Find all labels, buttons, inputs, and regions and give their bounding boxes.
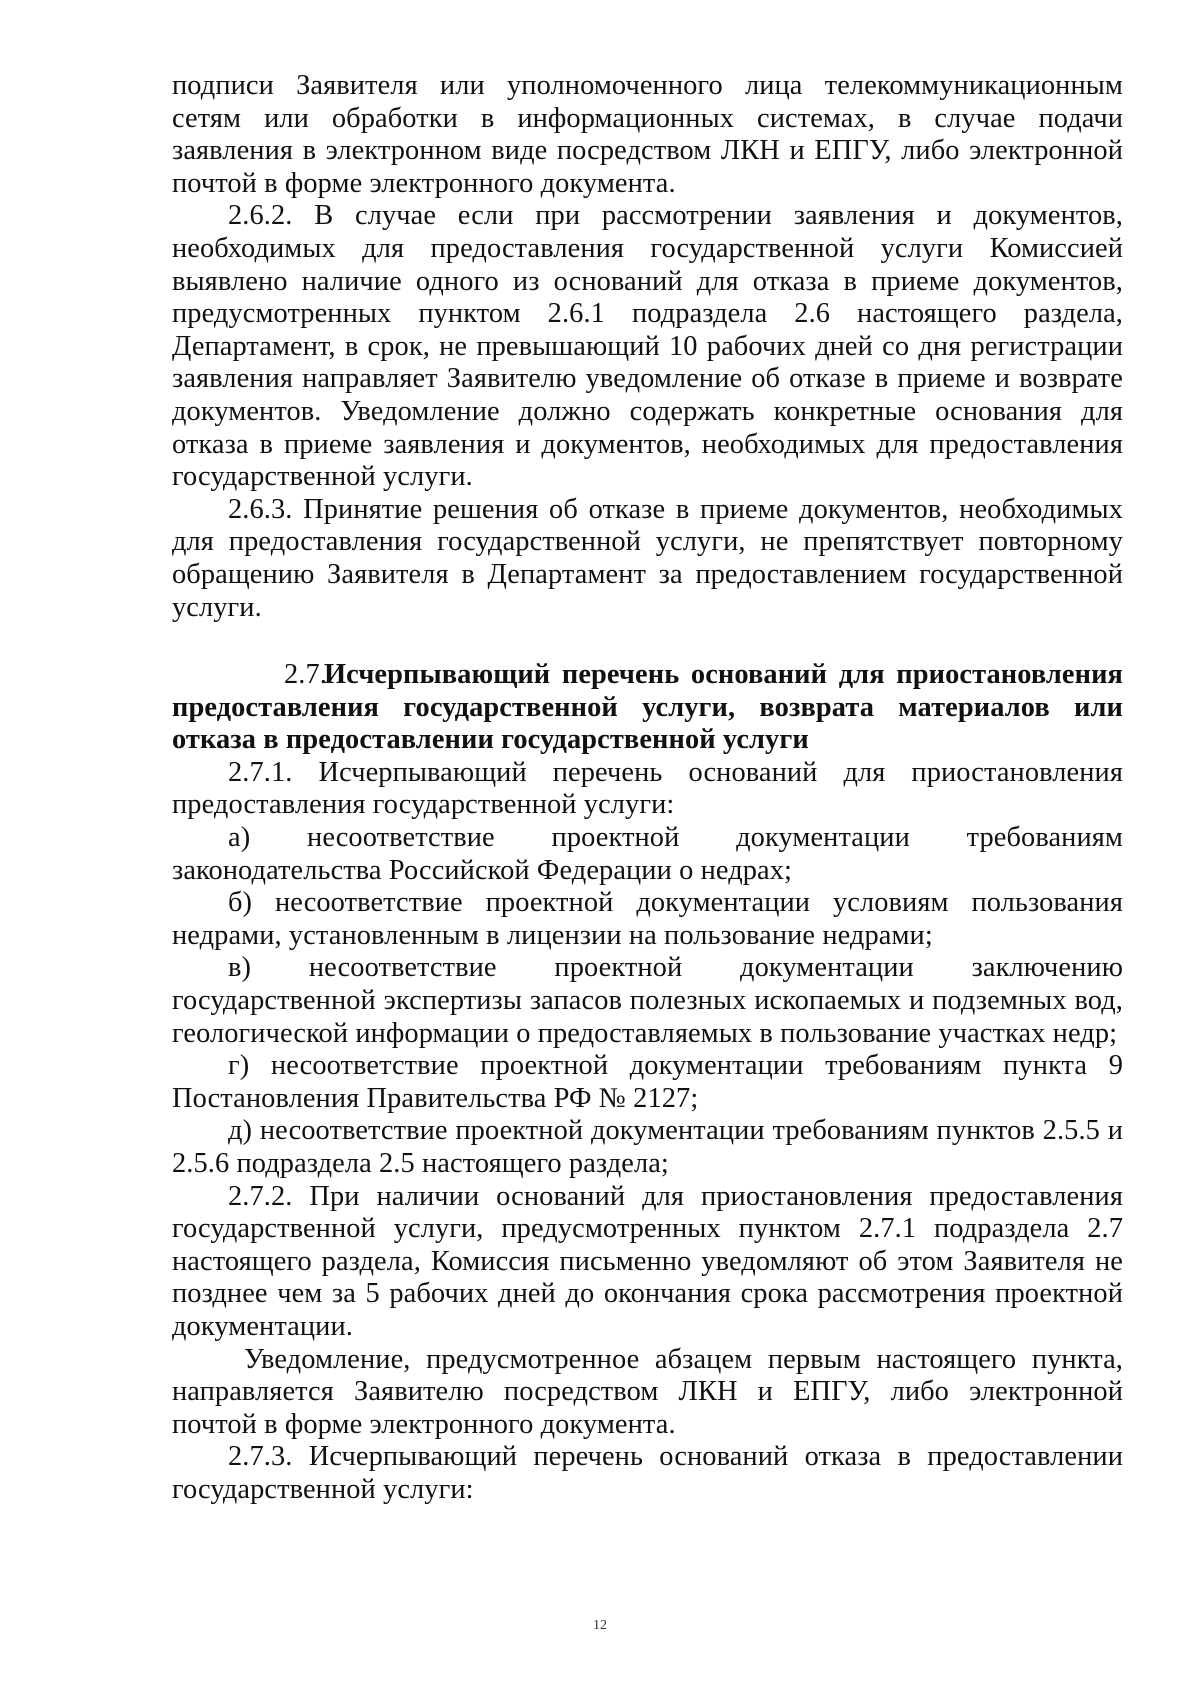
page-number: 12 bbox=[593, 1618, 607, 1633]
list-item-b: б) несоответствие проектной документации условиям пользования недрами, установленным в лицензии на пользование недрами; bbox=[172, 887, 1123, 951]
blank-line bbox=[172, 624, 1123, 659]
paragraph-2-7-2: 2.7.2. При наличии оснований для приостановления предоставления государственной услуги, предусмотренных пунктом 2.7.1 подраздела 2.7 настоящего раздела, Комиссия письменно уведомляют об этом Заявителя не позднее чем за 5 рабочих дней до окончания срока рассмотрения проектной документации. bbox=[172, 1180, 1123, 1342]
paragraph-2-7-1: 2.7.1. Исчерпывающий перечень оснований для приостановления предоставления государственной услуги: bbox=[172, 756, 1123, 821]
list-item-d: д) несоответствие проектной документации требованиям пунктов 2.5.5 и 2.5.6 подраздела 2.5 настоящего раздела; bbox=[172, 1115, 1123, 1179]
paragraph-notification: Уведомление, предусмотренное абзацем первым настоящего пункта, направляется Заявителю посредством ЛКН и ЕПГУ, либо электронной почтой в форме электронного документа. bbox=[172, 1343, 1123, 1440]
list-item-a: а) несоответствие проектной документации требованиям законодательства Российской Федерации о недрах; bbox=[172, 822, 1123, 886]
list-item-v: в) несоответствие проектной документации заключению государственной экспертизы запасов полезных ископаемых и подземных вод, геологической информации о предоставляемых в пользование участках недр; bbox=[172, 952, 1123, 1049]
section-heading-text: Исчерпывающий перечень оснований для приостановления предоставления государственной услуги, возврата материалов или отказа в предоставлении государственной услуги bbox=[172, 659, 1123, 756]
list-item-g: г) несоответствие проектной документации требованиям пункта 9 Постановления Правительства РФ № 2127; bbox=[172, 1050, 1123, 1114]
paragraph-2-6-3: 2.6.3. Принятие решения об отказе в приеме документов, необходимых для предоставления государственной услуги, не препятствует повторному обращению Заявителя в Департамент за предоставлением государственной услуги. bbox=[172, 493, 1123, 623]
paragraph-2-6-2: 2.6.2. В случае если при рассмотрении заявления и документов, необходимых для предоставления государственной услуги Комиссией выявлено наличие одного из оснований для отказа в приеме документов, предусмотренных пунктом 2.6.1 подраздела 2.6 настоящего раздела, Департамент, в срок, не превышающий 10 рабочих дней со дня регистрации заявления направляет Заявителю уведомление об отказе в приеме и возврате документов. Уведомление должно содержать конкретные основания для отказа в приеме заявления и документов, необходимых для предоставления государственной услуги. bbox=[172, 200, 1123, 493]
document-page bbox=[172, 70, 1123, 1507]
section-heading-number: 2.7. bbox=[284, 659, 327, 691]
paragraph-2-7-3: 2.7.3. Исчерпывающий перечень оснований отказа в предоставлении государственной услуги: bbox=[172, 1441, 1123, 1505]
section-heading-2-7 bbox=[172, 659, 1123, 757]
paragraph-continuation: подписи Заявителя или уполномоченного лица телекоммуникационным сетям или обработки в информационных системах, в случае подачи заявления в электронном виде посредством ЛКН и ЕПГУ, либо электронной почтой в форме электронного документа. bbox=[172, 70, 1123, 199]
